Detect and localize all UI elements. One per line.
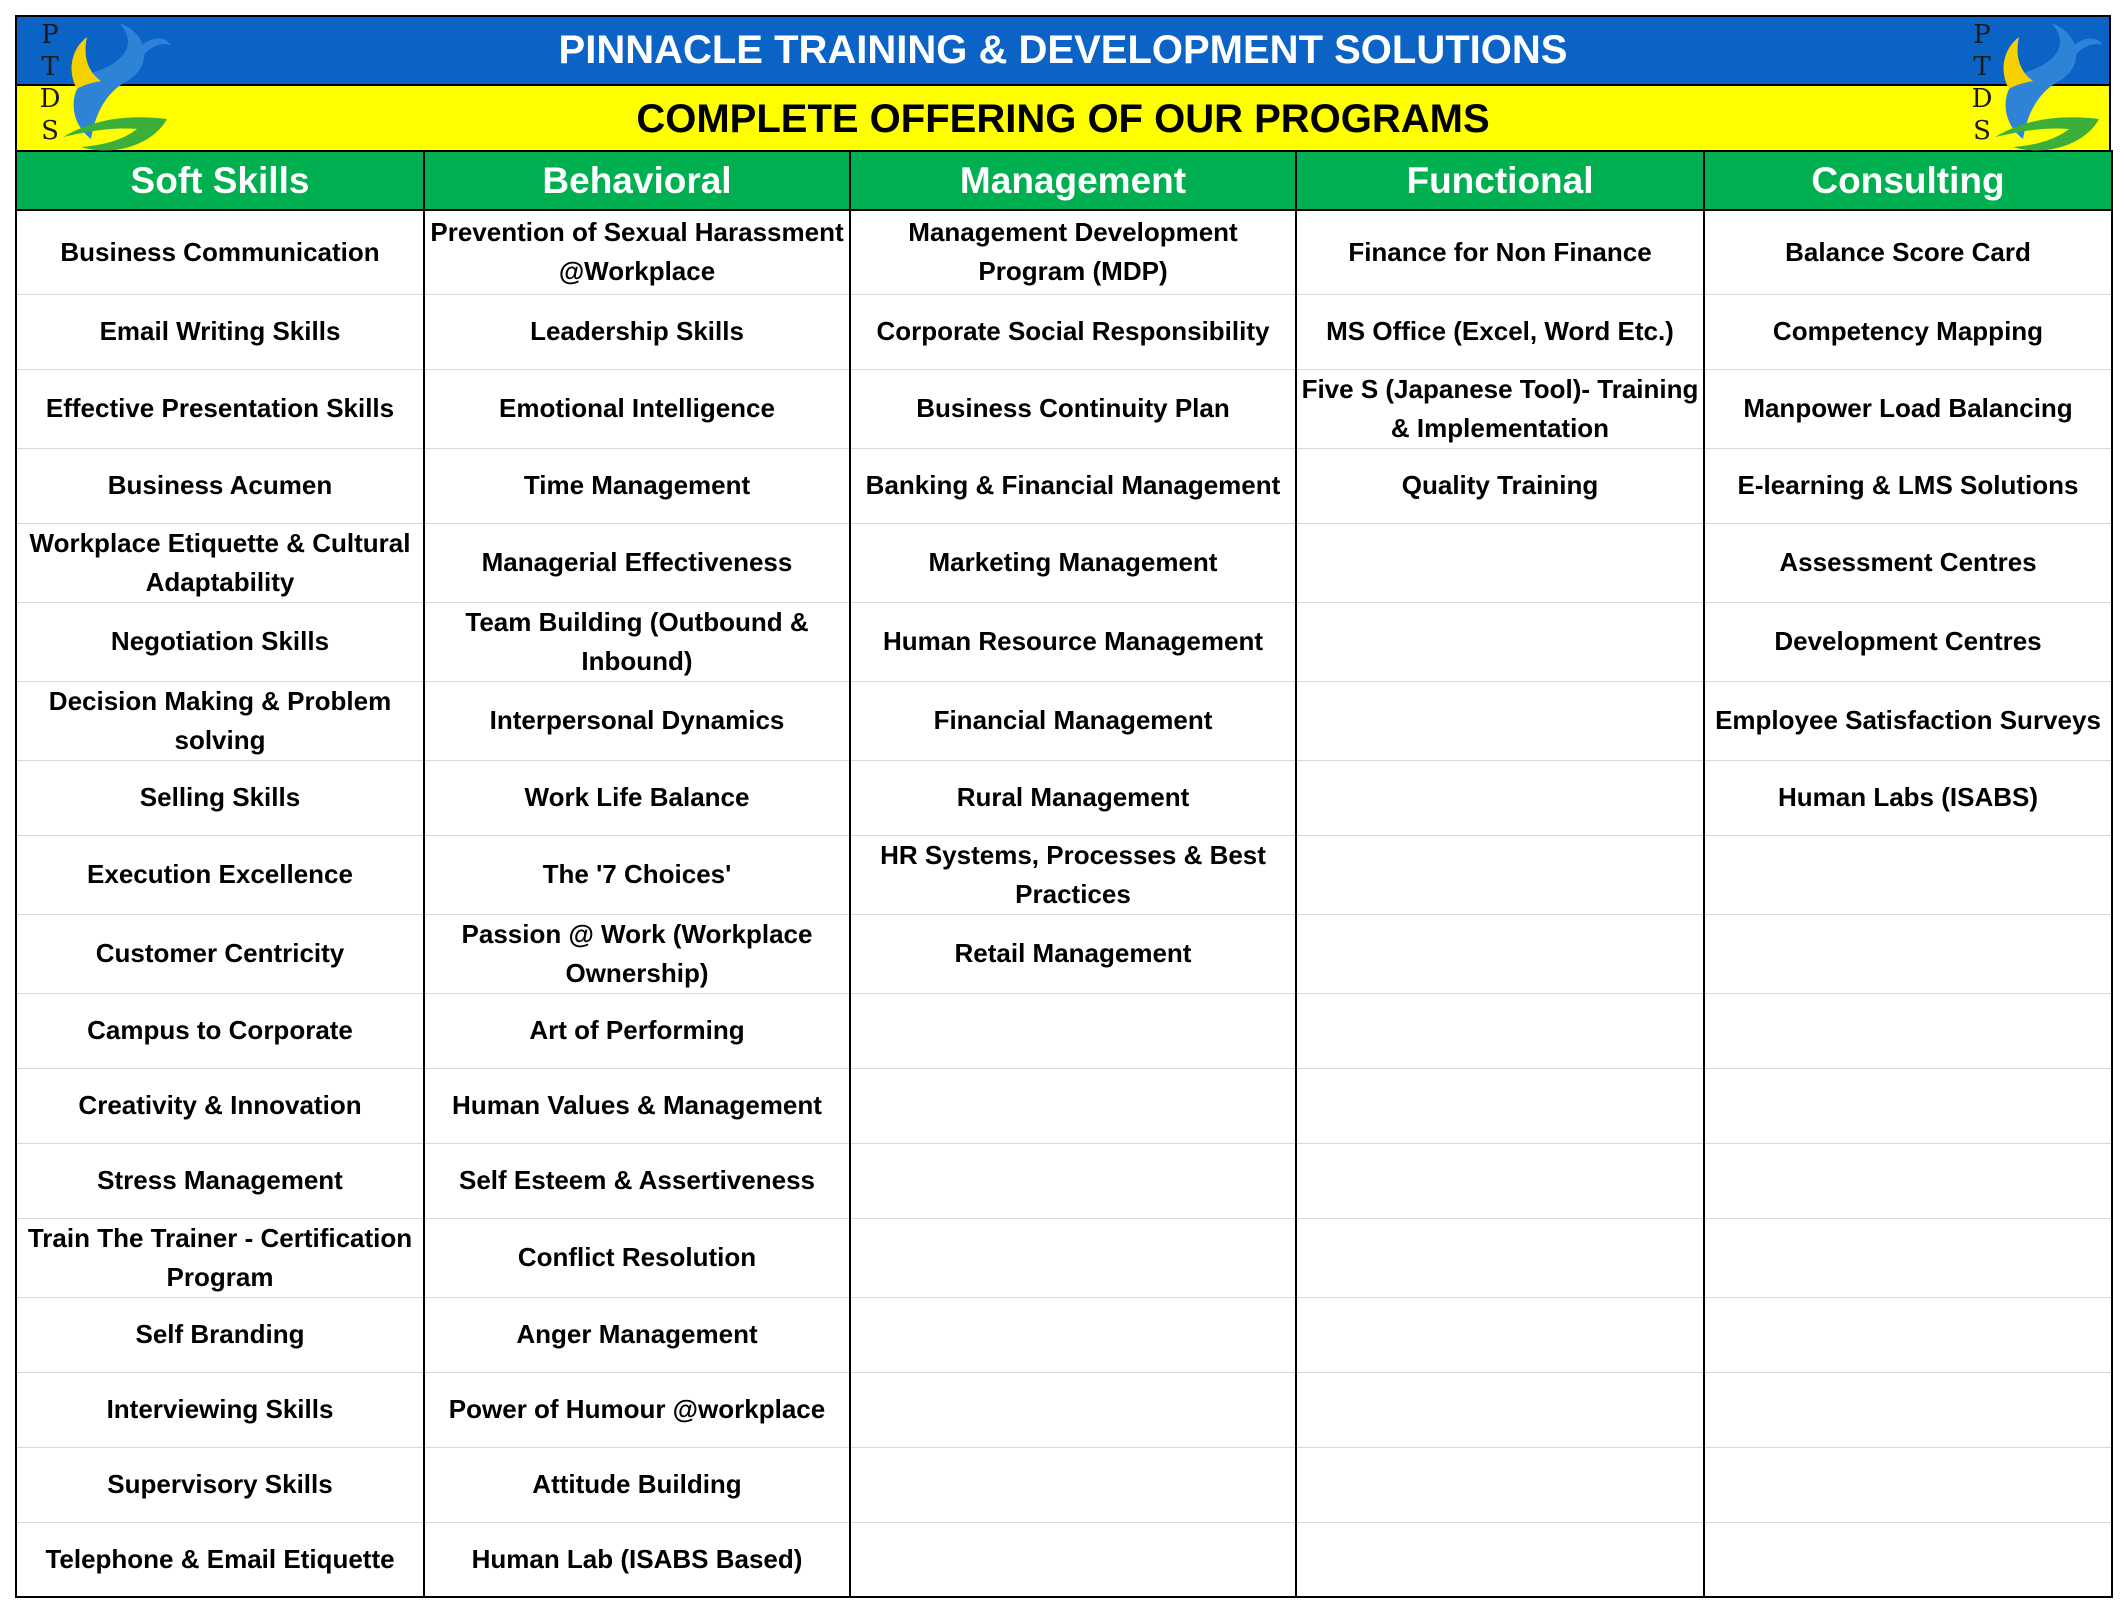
program-cell <box>1296 1143 1704 1218</box>
program-cell: Managerial Effectiveness <box>424 523 850 602</box>
program-cell: Competency Mapping <box>1704 294 2112 369</box>
program-cell: Finance for Non Finance <box>1296 210 1704 294</box>
program-cell <box>850 1068 1296 1143</box>
program-cell: Interpersonal Dynamics <box>424 681 850 760</box>
program-cell: Art of Performing <box>424 993 850 1068</box>
page-title: PINNACLE TRAINING & DEVELOPMENT SOLUTIONS <box>558 28 1568 72</box>
table-row <box>16 369 2112 448</box>
program-cell: Human Values & Management <box>424 1068 850 1143</box>
program-cell: Corporate Social Responsibility <box>850 294 1296 369</box>
table-row <box>16 1143 2112 1218</box>
program-cell <box>850 1522 1296 1597</box>
table-row <box>16 448 2112 523</box>
program-cell <box>1296 835 1704 914</box>
program-cell <box>1296 760 1704 835</box>
table-row <box>16 1068 2112 1143</box>
program-cell: Conflict Resolution <box>424 1218 850 1297</box>
program-cell <box>850 1218 1296 1297</box>
table-row <box>16 835 2112 914</box>
logo-swirl-stroke <box>2004 37 2033 89</box>
program-cell: The '7 Choices' <box>424 835 850 914</box>
program-cell <box>1296 602 1704 681</box>
column-header: Behavioral <box>424 151 850 210</box>
program-cell: Customer Centricity <box>16 914 424 993</box>
program-cell <box>1704 914 2112 993</box>
program-cell <box>1704 1068 2112 1143</box>
program-cell: Manpower Load Balancing <box>1704 369 2112 448</box>
program-cell: Attitude Building <box>424 1447 850 1522</box>
program-cell <box>1296 914 1704 993</box>
program-cell: Emotional Intelligence <box>424 369 850 448</box>
program-cell <box>1704 1522 2112 1597</box>
table-row <box>16 1522 2112 1597</box>
program-cell: Telephone & Email Etiquette <box>16 1522 424 1597</box>
program-cell: Power of Humour @workplace <box>424 1372 850 1447</box>
program-cell <box>1704 835 2112 914</box>
program-cell: Prevention of Sexual Harassment @Workplace <box>424 210 850 294</box>
program-cell: Business Continuity Plan <box>850 369 1296 448</box>
column-header: Functional <box>1296 151 1704 210</box>
program-cell <box>1296 1447 1704 1522</box>
program-cell <box>1704 993 2112 1068</box>
program-cell <box>850 1297 1296 1372</box>
program-cell: Decision Making & Problem solving <box>16 681 424 760</box>
logo-letter: P <box>41 20 59 50</box>
table-row <box>16 914 2112 993</box>
program-cell <box>1296 681 1704 760</box>
program-cell <box>1296 1068 1704 1143</box>
program-cell: Email Writing Skills <box>16 294 424 369</box>
program-cell: Negotiation Skills <box>16 602 424 681</box>
program-cell: Campus to Corporate <box>16 993 424 1068</box>
programs-table <box>15 150 2113 1598</box>
program-cell: Effective Presentation Skills <box>16 369 424 448</box>
program-cell: Development Centres <box>1704 602 2112 681</box>
program-cell: MS Office (Excel, Word Etc.) <box>1296 294 1704 369</box>
program-cell: Rural Management <box>850 760 1296 835</box>
program-cell <box>1704 1372 2112 1447</box>
program-cell: Human Labs (ISABS) <box>1704 760 2112 835</box>
program-cell: Supervisory Skills <box>16 1447 424 1522</box>
column-header: Management <box>850 151 1296 210</box>
logo-letter: S <box>41 116 59 146</box>
program-cell <box>850 1447 1296 1522</box>
program-cell: Banking & Financial Management <box>850 448 1296 523</box>
program-cell <box>1704 1447 2112 1522</box>
program-cell: Interviewing Skills <box>16 1372 424 1447</box>
program-cell <box>1296 1297 1704 1372</box>
table-row <box>16 1372 2112 1447</box>
table-row <box>16 602 2112 681</box>
logo-letter: S <box>1973 116 1991 146</box>
logo-letter: T <box>41 52 59 82</box>
page-subtitle: COMPLETE OFFERING OF OUR PROGRAMS <box>636 97 1490 141</box>
program-cell: Employee Satisfaction Surveys <box>1704 681 2112 760</box>
program-cell: Creativity & Innovation <box>16 1068 424 1143</box>
ptds-logo-left <box>23 19 173 155</box>
program-cell: HR Systems, Processes & Best Practices <box>850 835 1296 914</box>
ptds-logo-right <box>1955 19 2105 155</box>
program-cell: E-learning & LMS Solutions <box>1704 448 2112 523</box>
title-band <box>15 15 2111 84</box>
program-cell: Retail Management <box>850 914 1296 993</box>
program-cell: Financial Management <box>850 681 1296 760</box>
program-cell: Assessment Centres <box>1704 523 2112 602</box>
table-row <box>16 1447 2112 1522</box>
program-cell: Self Branding <box>16 1297 424 1372</box>
program-cell: Balance Score Card <box>1704 210 2112 294</box>
swirl-logo-icon <box>1989 19 2105 155</box>
program-cell: Human Resource Management <box>850 602 1296 681</box>
program-cell <box>1296 523 1704 602</box>
table-row <box>16 523 2112 602</box>
program-cell: Workplace Etiquette & Cultural Adaptability <box>16 523 424 602</box>
program-cell: Business Acumen <box>16 448 424 523</box>
program-cell: Passion @ Work (Workplace Ownership) <box>424 914 850 993</box>
logo-letter: P <box>1973 20 1991 50</box>
program-cell <box>850 1143 1296 1218</box>
table-row <box>16 1297 2112 1372</box>
program-cell: Business Communication <box>16 210 424 294</box>
logo-letter: D <box>1971 84 1993 114</box>
program-cell <box>850 1372 1296 1447</box>
program-cell: Leadership Skills <box>424 294 850 369</box>
logo-letter: D <box>39 84 61 114</box>
program-cell <box>1704 1143 2112 1218</box>
program-cell: Work Life Balance <box>424 760 850 835</box>
program-cell: Stress Management <box>16 1143 424 1218</box>
header-row <box>16 151 2112 210</box>
program-cell <box>1296 1218 1704 1297</box>
program-cell: Self Esteem & Assertiveness <box>424 1143 850 1218</box>
program-cell: Marketing Management <box>850 523 1296 602</box>
program-cell: Time Management <box>424 448 850 523</box>
program-cell: Team Building (Outbound & Inbound) <box>424 602 850 681</box>
table-row <box>16 993 2112 1068</box>
program-cell <box>1296 993 1704 1068</box>
program-cell: Five S (Japanese Tool)- Training & Implementation <box>1296 369 1704 448</box>
program-cell: Train The Trainer - Certification Program <box>16 1218 424 1297</box>
programs-sheet <box>15 15 2111 1598</box>
table-row <box>16 681 2112 760</box>
program-cell: Human Lab (ISABS Based) <box>424 1522 850 1597</box>
program-cell <box>1296 1372 1704 1447</box>
program-cell: Management Development Program (MDP) <box>850 210 1296 294</box>
program-cell <box>1704 1297 2112 1372</box>
program-cell: Quality Training <box>1296 448 1704 523</box>
logo-letter: T <box>1973 52 1991 82</box>
table-row <box>16 760 2112 835</box>
program-cell: Execution Excellence <box>16 835 424 914</box>
table-row <box>16 1218 2112 1297</box>
column-header: Soft Skills <box>16 151 424 210</box>
column-header: Consulting <box>1704 151 2112 210</box>
program-cell <box>1296 1522 1704 1597</box>
program-cell: Selling Skills <box>16 760 424 835</box>
swirl-logo-icon <box>57 19 173 155</box>
table-row <box>16 210 2112 294</box>
logo-swirl-stroke <box>72 37 101 89</box>
program-cell: Anger Management <box>424 1297 850 1372</box>
table-row <box>16 294 2112 369</box>
program-cell <box>850 993 1296 1068</box>
program-cell <box>1704 1218 2112 1297</box>
